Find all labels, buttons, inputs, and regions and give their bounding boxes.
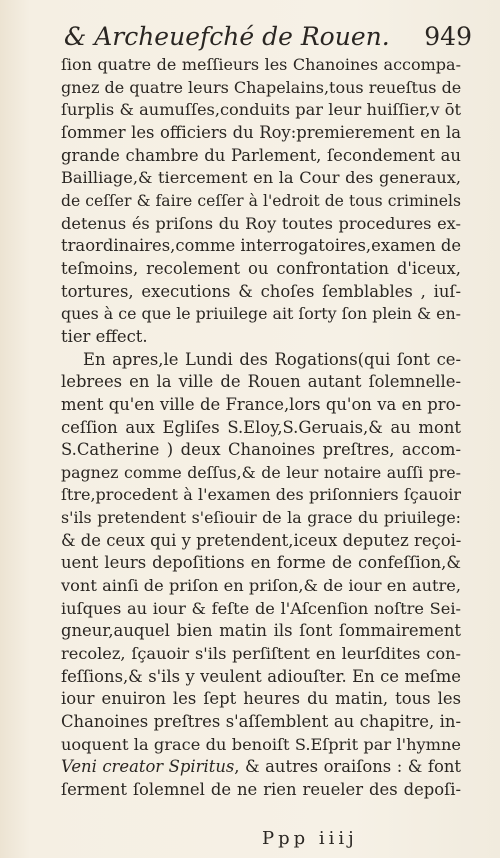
hymn-line-rest: , & autres oraiſons : & font [234, 757, 461, 777]
text-line: ment qu'en ville de France,lors qu'on va en pro- [61, 394, 461, 414]
text-line: uent leurs depoſitions en forme de confeſſion,& [61, 553, 461, 573]
text-line: de ceſſer & faire ceſſer à l'edroit de tous criminels [61, 191, 461, 210]
text-line: ſurplis & aumuſſes,conduits par leur huiſſier,v ōt [61, 100, 461, 120]
text-line: vont ainſi de priſon en priſon,& de iour en autre, [61, 576, 461, 596]
text-line: ques à ce que le priuilege ait ſorty ſon plein & en- [61, 304, 461, 324]
text-line: Bailliage,& tiercement en la Cour des generaux, [61, 168, 461, 188]
text-line: ceſſion aux Egliſes S.Eloy,S.Geruais,& au mont [61, 417, 461, 437]
text-line: detenus és priſons du Roy toutes procedures ex- [61, 213, 461, 233]
text-line: ſtre,procedent à l'examen des priſonniers ſçauoir [61, 485, 461, 505]
text-line: ſommer les officiers du Roy:premierement en la [61, 122, 461, 142]
text-line: tier effect. [61, 326, 148, 346]
signature-mark: Ppp iiij [262, 828, 358, 849]
text-line: gnez de quatre leurs Chapelains,tous reueſtus de [61, 77, 462, 97]
text-line: & de ceux qui y pretendent,iceux deputez reçoi- [61, 530, 462, 550]
running-header [64, 20, 472, 54]
text-line: s'ils pretendent s'eſiouir de la grace du priuilege: [61, 508, 461, 528]
text-line: Chanoines preſtres s'aſſemblent au chapitre, in- [61, 712, 461, 732]
body-text [61, 54, 461, 802]
text-line: tortures, executions & choſes ſemblables , iuſ- [61, 281, 461, 301]
text-line: grande chambre du Parlement, ſecondement au [61, 145, 461, 165]
text-line: recolez, ſçauoir s'ils perſiſtent en leurſdites con- [61, 644, 461, 664]
text-line: gneur,auquel bien matin ils ſont ſommairement [61, 621, 461, 641]
text-line: S.Catherine ) deux Chanoines preſtres, accom- [61, 440, 461, 460]
text-line: traordinaires,comme interrogatoires,examen de [61, 236, 462, 256]
text-line: ſerment ſolemnel de ne rien reueler des depoſi- [61, 780, 461, 799]
text-line: lebrees en la ville de Rouen autant ſolemnelle- [61, 372, 461, 392]
text-line: ſion quatre de meſſieurs les Chanoines accompa- [61, 55, 461, 74]
running-title: & Archeuefché de Rouen. [64, 22, 390, 51]
text-line: feſſions,& s'ils y veulent adiouſter. En ce meſme [61, 666, 461, 686]
text-line: pagnez comme deſſus,& de leur notaire auſſi pre- [61, 462, 461, 482]
text-line: uoquent la grace du benoiſt S.Eſprit par l'hymne [61, 734, 461, 754]
text-line: iour enuiron les ſept heures du matin, tous les [61, 689, 461, 709]
paragraph-start-line: En apres,le Lundi des Rogations(qui ſont ce- [83, 349, 461, 369]
hymn-line [61, 756, 461, 779]
text-line: teſmoins, recolement ou confrontation d'iceux, [61, 258, 461, 278]
text-line: iuſques au iour & feſte de l'Aſcenſion noſtre Sei- [61, 598, 461, 618]
page-number: 949 [424, 22, 472, 51]
hymn-title: Veni creator Spiritus [61, 757, 235, 777]
